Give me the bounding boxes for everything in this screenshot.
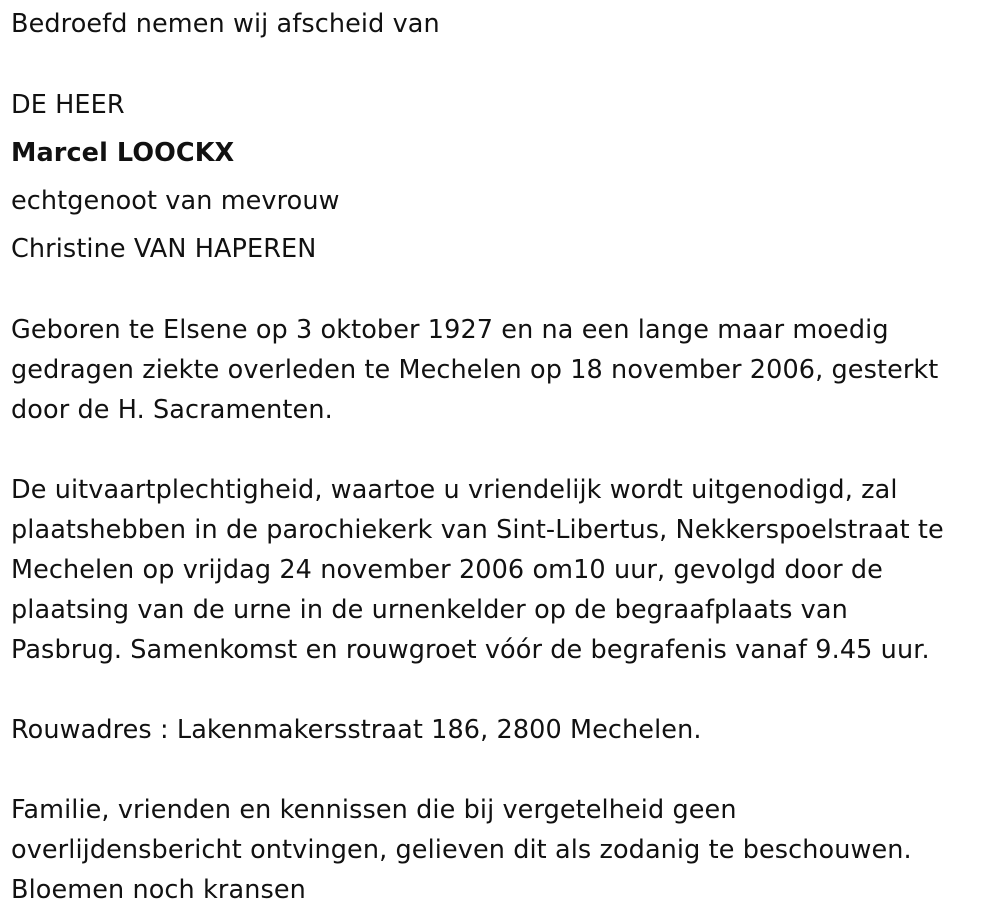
deceased-name: Marcel LOOCKX [11,138,235,168]
birth-death-line-3: door de H. Sacramenten. [11,395,333,425]
birth-death-line-2: gedragen ziekte overleden te Mechelen op 18 november 2006, gesterkt [11,355,939,385]
funeral-line-1: De uitvaartplechtigheid, waartoe u vriendelijk wordt uitgenodigd, zal [11,475,898,505]
closing-line-2: overlijdensbericht ontvingen, gelieven dit als zodanig te beschouwen. [11,835,912,865]
funeral-line-4: plaatsing van de urne in de urnenkelder op de begraafplaats van [11,595,848,625]
funeral-line-3: Mechelen op vrijdag 24 november 2006 om10 uur, gevolgd door de [11,555,883,585]
birth-death-line-1: Geboren te Elsene op 3 oktober 1927 en na een lange maar moedig [11,315,889,345]
spouse-label: echtgenoot van mevrouw [11,186,340,216]
closing-line-3: Bloemen noch kransen [11,875,306,905]
title-line: DE HEER [11,90,125,120]
funeral-line-5: Pasbrug. Samenkomst en rouwgroet vóór de begrafenis vanaf 9.45 uur. [11,635,930,665]
intro-line: Bedroefd nemen wij afscheid van [11,9,440,39]
address-line: Rouwadres : Lakenmakersstraat 186, 2800 Mechelen. [11,715,702,745]
funeral-line-2: plaatshebben in de parochiekerk van Sint-Libertus, Nekkerspoelstraat te [11,515,944,545]
closing-line-1: Familie, vrienden en kennissen die bij vergetelheid geen [11,795,737,825]
spouse-name: Christine VAN HAPEREN [11,234,317,264]
